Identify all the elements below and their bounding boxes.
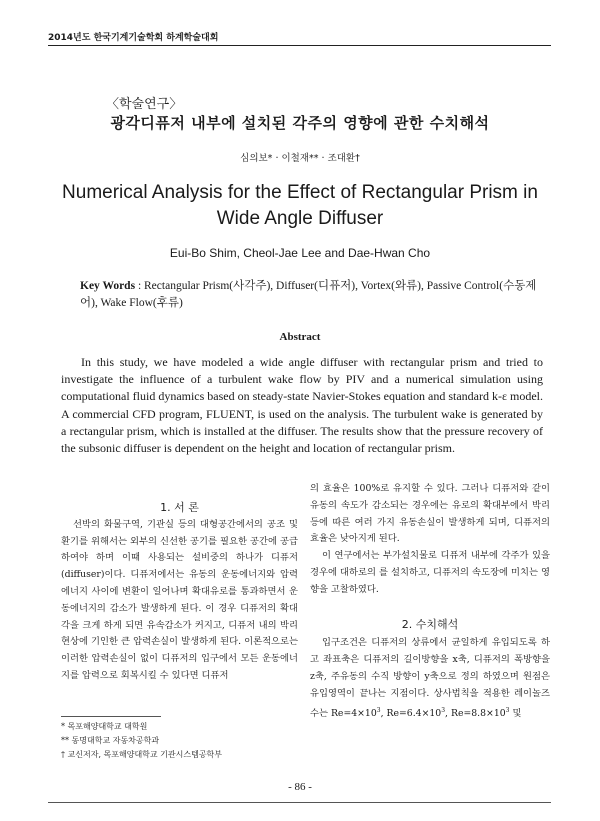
- title-english-line-2: Wide Angle Diffuser: [216, 208, 384, 229]
- intro-paragraph: 선박의 화물구역, 기관실 등의 대형공간에서의 공조 및 환기를 위해서는 외부의 신선한 공기를 필요한 공간에 공급하여야 하며 이때 사용되는 설비중의 하나가 디퓨저(diffuser)이다. 디퓨저에서는 유동의 운동에너지와 압력에너지 사이에 변환이 일어나며 확대유로를 통과하면서 운동에너지의 감소가 발생하게 된다. 이 경우 디퓨저의 확대각을 크게 하게 되면 유속감소가 커지고, 디퓨저 내의 박리현상에 기인한 큰 압력손실이 발생하게 된다. 이론적으로는 이러한 압력손실이 없이 디퓨저의 입구에서 모든 운동에너지를 압력으로 회복시킬 수 있다면 디퓨저: [61, 518, 298, 681]
- footnote-rule: [61, 716, 161, 717]
- abstract-text: In this study, we have modeled a wide angle diffuser with rectangular prism and tried to investigate the influence of a turbulent wake flow by PIV and a numerical simulation using computational fluid dynamics based on steady-state Navier-Stokes equation and standard k-ε model. A commercial CFD program, FLUENT, is used on the analysis. The turbulent wake is generated by a rectangular prism, which is installed at the diffuser. The results show that the pressure recovery of the subsonic diffuser is dependent on the height and location of rectangular prism.: [61, 355, 544, 456]
- reynolds-2: $Re=6.4\times 10^3$: [386, 706, 446, 719]
- conference-header: 2014년도 한국기계기술학회 하계학술대회: [48, 33, 219, 43]
- left-column: [61, 500, 298, 685]
- abstract-body: [61, 354, 543, 457]
- right-column: [310, 481, 550, 722]
- footnote-2: ** 동명대학교 자동차공학과: [61, 736, 160, 745]
- reynolds-1: $Re=4\times 10^3$: [330, 706, 381, 719]
- page-number: - 86 -: [288, 781, 312, 793]
- keywords-text: Rectangular Prism(사각주), Diffuser(디퓨저), Vortex(와류), Passive Control(수동제어), Wake Flow(후류): [80, 280, 537, 309]
- intro-paragraph-continued: 의 효율은 100%로 유지할 수 있다. 그러나 디퓨저와 같이 유동의 속도가 감소되는 경우에는 유로의 확대부에서 박리 등에 따른 여러 가지 유동손실이 발생하게 되며, 디퓨저의 효율은 낮아지게 된다.: [310, 483, 550, 545]
- title-english: [40, 180, 560, 232]
- footnote-3: † 교신저자, 목포해양대학교 기관시스템공학부: [61, 750, 223, 759]
- keywords: [80, 278, 540, 312]
- section-title-introduction: 1. 서 론: [160, 501, 199, 514]
- abstract-heading: Abstract: [279, 331, 321, 343]
- reynolds-3: $Re=8.8\times 10^3$: [450, 706, 510, 719]
- paper-category: 〈학술연구〉: [106, 97, 183, 112]
- intro-paragraph-2: 이 연구에서는 부가설치물로 디퓨저 내부에 각주가 있을 경우에 대하로의 를 설치하고, 디퓨저의 속도장에 미치는 영향을 고찰하였다.: [310, 550, 550, 595]
- numerical-trail: 및: [509, 707, 522, 719]
- keywords-label: Key Words: [80, 280, 136, 292]
- footnotes: [61, 720, 301, 762]
- title-korean: 광각디퓨저 내부에 설치된 각주의 영향에 관한 수치해석: [110, 114, 490, 132]
- header-rule: [48, 45, 551, 46]
- numerical-paragraph: 입구조건은 디퓨저의 상류에서 균일하게 유입되도록 하고 좌표축은 디퓨저의 길이방향을 x축, 디퓨저의 폭방향을 z축, 주유동의 수직 방향이 y축으로 정의 하였으며 원점은 유입영역이 끝나는 지점이다. 상사법칙을 적용한 레이놀즈수는 $Re=4\times 10^3$, $Re=6.4\times 10^3$, $Re=8.8\times 10^3$ 및: [310, 637, 550, 719]
- title-english-line-1: Numerical Analysis for the Effect of Rectangular Prism in: [62, 182, 538, 203]
- numerical-paragraph-text: 입구조건은 디퓨저의 상류에서 균일하게 유입되도록 하고 좌표축은 디퓨저의 길이방향을 x축, 디퓨저의 폭방향을 z축, 주유동의 수직 방향이 y축으로 정의 하였으며 원점은 유입영역이 끝나는 지점이다. 상사법칙을 적용한 레이놀즈수는: [310, 637, 550, 719]
- footer-rule: [48, 802, 551, 803]
- section-title-numerical-analysis: 2. 수치해석: [401, 617, 459, 631]
- authors-english: Eui-Bo Shim, Cheol-Jae Lee and Dae-Hwan Cho: [169, 246, 431, 260]
- footnote-1: * 목포해양대학교 대학원: [61, 722, 148, 731]
- authors-korean: 심의보* · 이철재** · 조대환†: [240, 153, 360, 164]
- keywords-separator: :: [135, 280, 145, 292]
